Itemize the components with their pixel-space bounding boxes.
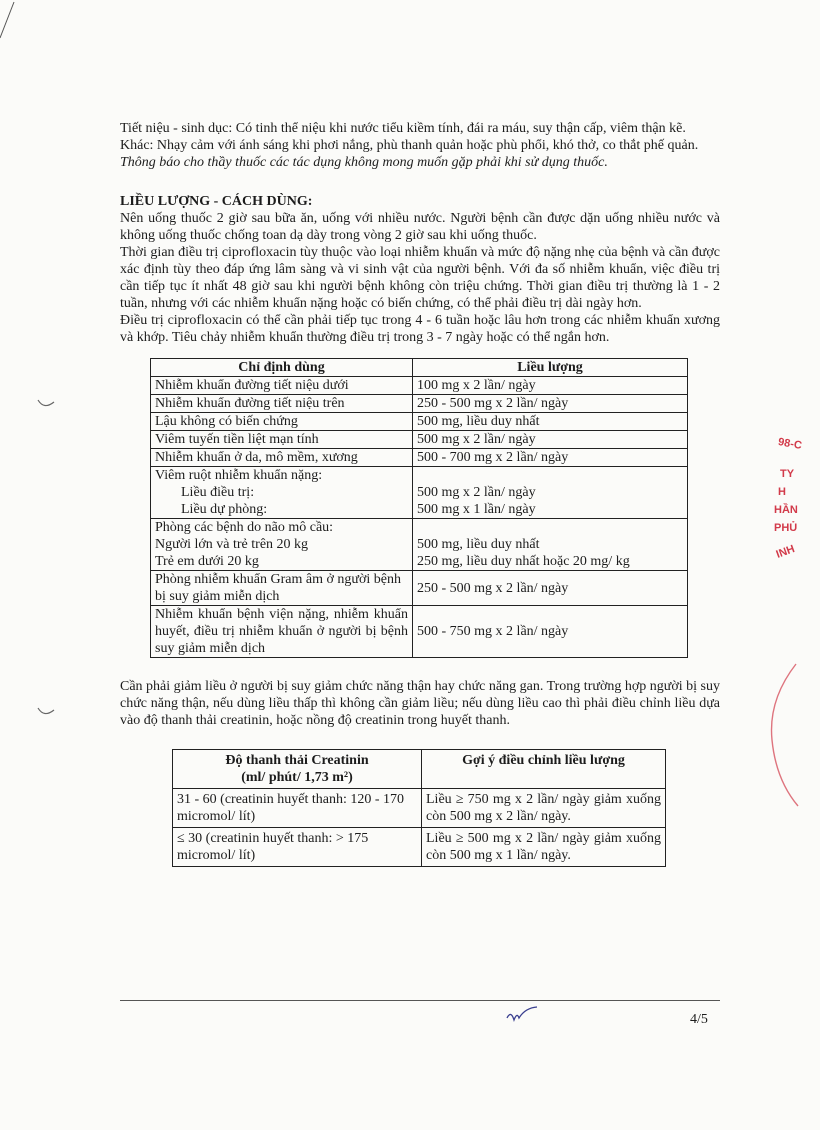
table-row	[151, 449, 688, 467]
dose-cell	[413, 467, 688, 519]
column-header: Liều lượng	[413, 359, 688, 377]
dose-value: 250 mg, liều duy nhất hoặc 20 mg/ kg	[417, 554, 630, 569]
indication-cell	[151, 467, 413, 519]
dose-cell	[413, 519, 688, 571]
table-row	[173, 828, 666, 867]
dosage-table	[150, 358, 688, 658]
indication-cell: Viêm tuyến tiền liệt mạn tính	[151, 431, 413, 449]
adjustment-cell: Liều ≥ 750 mg x 2 lần/ ngày giảm xuống còn 500 mg x 2 lần/ ngày.	[422, 789, 666, 828]
footer-divider	[120, 1000, 720, 1001]
indication-cell: Nhiễm khuẩn bệnh viện nặng, nhiễm khuẩn huyết, điều trị nhiễm khuẩn ở người bị bệnh suy giảm miễn dịch	[151, 606, 413, 658]
indication-title: Viêm ruột nhiễm khuẩn nặng:	[155, 468, 323, 483]
indication-sub: Liều điều trị:	[181, 485, 255, 500]
hole-punch-mark	[36, 706, 56, 720]
paragraph: Khác: Nhạy cảm với ánh sáng khi phơi nắng, phù thanh quản hoặc phù phổi, khó thở, co thắt phế quản.	[120, 138, 699, 153]
hole-punch-mark	[36, 398, 56, 412]
table-row	[151, 395, 688, 413]
dose-cell: 250 - 500 mg x 2 lần/ ngày	[413, 571, 688, 606]
dose-cell: 500 - 750 mg x 2 lần/ ngày	[413, 606, 688, 658]
column-header-line: Độ thanh thải Creatinin	[225, 753, 369, 768]
dose-cell: 500 - 700 mg x 2 lần/ ngày	[413, 449, 688, 467]
stamp-text: TY	[780, 468, 795, 480]
stamp-text: 98-C	[777, 436, 803, 452]
paragraph: Cần phải giảm liều ở người bị suy giảm chức năng thận hay chức năng gan. Trong trường hợp người bị suy chức năng thận, nếu dùng liều thấp thì không cần giảm liều; nếu dùng liều cao thì phải điều chỉnh liều dựa vào độ thanh thải creatinin, hoặc nồng độ creatinin trong huyết thanh.	[120, 679, 720, 728]
document-body	[120, 120, 720, 867]
column-header: Chỉ định dùng	[151, 359, 413, 377]
indication-cell: Nhiễm khuẩn đường tiết niệu dưới	[151, 377, 413, 395]
indication-sub: Trẻ em dưới 20 kg	[155, 554, 259, 569]
creatinine-table	[172, 749, 666, 867]
indication-cell: Nhiễm khuẩn ở da, mô mềm, xương	[151, 449, 413, 467]
table-row	[151, 606, 688, 658]
stamp-text: PHỦ	[774, 522, 798, 534]
indication-sub: Người lớn và trẻ trên 20 kg	[155, 537, 309, 552]
paragraph: Tiết niệu - sinh dục: Có tinh thể niệu khi nước tiểu kiềm tính, đái ra máu, suy thận cấp, viêm thận kẽ.	[120, 121, 686, 136]
handwritten-initials	[505, 1006, 539, 1026]
paragraph: Nên uống thuốc 2 giờ sau bữa ăn, uống với nhiều nước. Người bệnh cần được dặn uống nhiều nước và không uống thuốc chống toan dạ dày trong vòng 2 giờ sau khi uống thuốc.	[120, 211, 720, 243]
indication-cell: Lậu không có biến chứng	[151, 413, 413, 431]
table-header-row	[173, 750, 666, 789]
clearance-cell: ≤ 30 (creatinin huyết thanh: > 175 micromol/ lít)	[173, 828, 422, 867]
indication-cell: Phòng nhiễm khuẩn Gram âm ở người bệnh bị suy giảm miễn dịch	[151, 571, 413, 606]
table-header-row	[151, 359, 688, 377]
table-row	[151, 377, 688, 395]
stamp-text: INH	[774, 543, 797, 561]
scan-corner-mark	[0, 0, 20, 40]
paragraph-italic-notice: Thông báo cho thầy thuốc các tác dụng không mong muốn gặp phải khi sử dụng thuốc.	[120, 155, 608, 170]
paragraph: Thời gian điều trị ciprofloxacin tùy thuộc vào loại nhiễm khuẩn và mức độ nặng nhẹ của bệnh và cần được xác định tùy theo đáp ứng lâm sàng và vi sinh vật của người bệnh. Với đa số nhiễm khuẩn, việc điều trị cần tiếp tục ít nhất 48 giờ sau khi người bệnh không còn triệu chứng. Thời gian điều trị thường là 1 - 2 tuần, nhưng với các nhiễm khuẩn nặng hoặc có biến chứng, có thể phải điều trị dài ngày hơn.	[120, 245, 720, 311]
table-row	[173, 789, 666, 828]
stamp-arc	[762, 660, 799, 810]
indication-cell	[151, 519, 413, 571]
indication-title: Phòng các bệnh do não mô cầu:	[155, 520, 334, 535]
dose-value: 500 mg, liều duy nhất	[417, 537, 540, 552]
indication-cell: Nhiễm khuẩn đường tiết niệu trên	[151, 395, 413, 413]
column-header: Gợi ý điều chỉnh liều lượng	[422, 750, 666, 789]
section-title: LIỀU LƯỢNG - CÁCH DÙNG:	[120, 194, 313, 209]
table-row	[151, 467, 688, 519]
stamp-text: HẦN	[774, 504, 798, 516]
table-row	[151, 431, 688, 449]
stamp-text: H	[778, 486, 786, 498]
clearance-cell: 31 - 60 (creatinin huyết thanh: 120 - 170 micromol/ lít)	[173, 789, 422, 828]
indication-sub: Liều dự phòng:	[181, 502, 268, 517]
column-header-line: (ml/ phút/ 1,73 m²)	[241, 770, 353, 785]
page-number: 4/5	[690, 1012, 708, 1027]
dose-cell: 500 mg x 2 lần/ ngày	[413, 431, 688, 449]
adjustment-cell: Liều ≥ 500 mg x 2 lần/ ngày giảm xuống còn 500 mg x 1 lần/ ngày.	[422, 828, 666, 867]
paragraph: Điều trị ciprofloxacin có thể cần phải tiếp tục trong 4 - 6 tuần hoặc lâu hơn trong các nhiễm khuẩn xương và khớp. Tiêu chảy nhiễm khuẩn thường điều trị trong 3 - 7 ngày hoặc có thể ngắn hơn.	[120, 313, 720, 345]
table-row	[151, 571, 688, 606]
dose-value: 500 mg x 2 lần/ ngày	[417, 485, 536, 500]
table-row	[151, 519, 688, 571]
company-stamp	[760, 420, 820, 580]
dose-cell: 500 mg, liều duy nhất	[413, 413, 688, 431]
dose-cell: 100 mg x 2 lần/ ngày	[413, 377, 688, 395]
column-header	[173, 750, 422, 789]
table-row	[151, 413, 688, 431]
dose-cell: 250 - 500 mg x 2 lần/ ngày	[413, 395, 688, 413]
dose-value: 500 mg x 1 lần/ ngày	[417, 502, 536, 517]
